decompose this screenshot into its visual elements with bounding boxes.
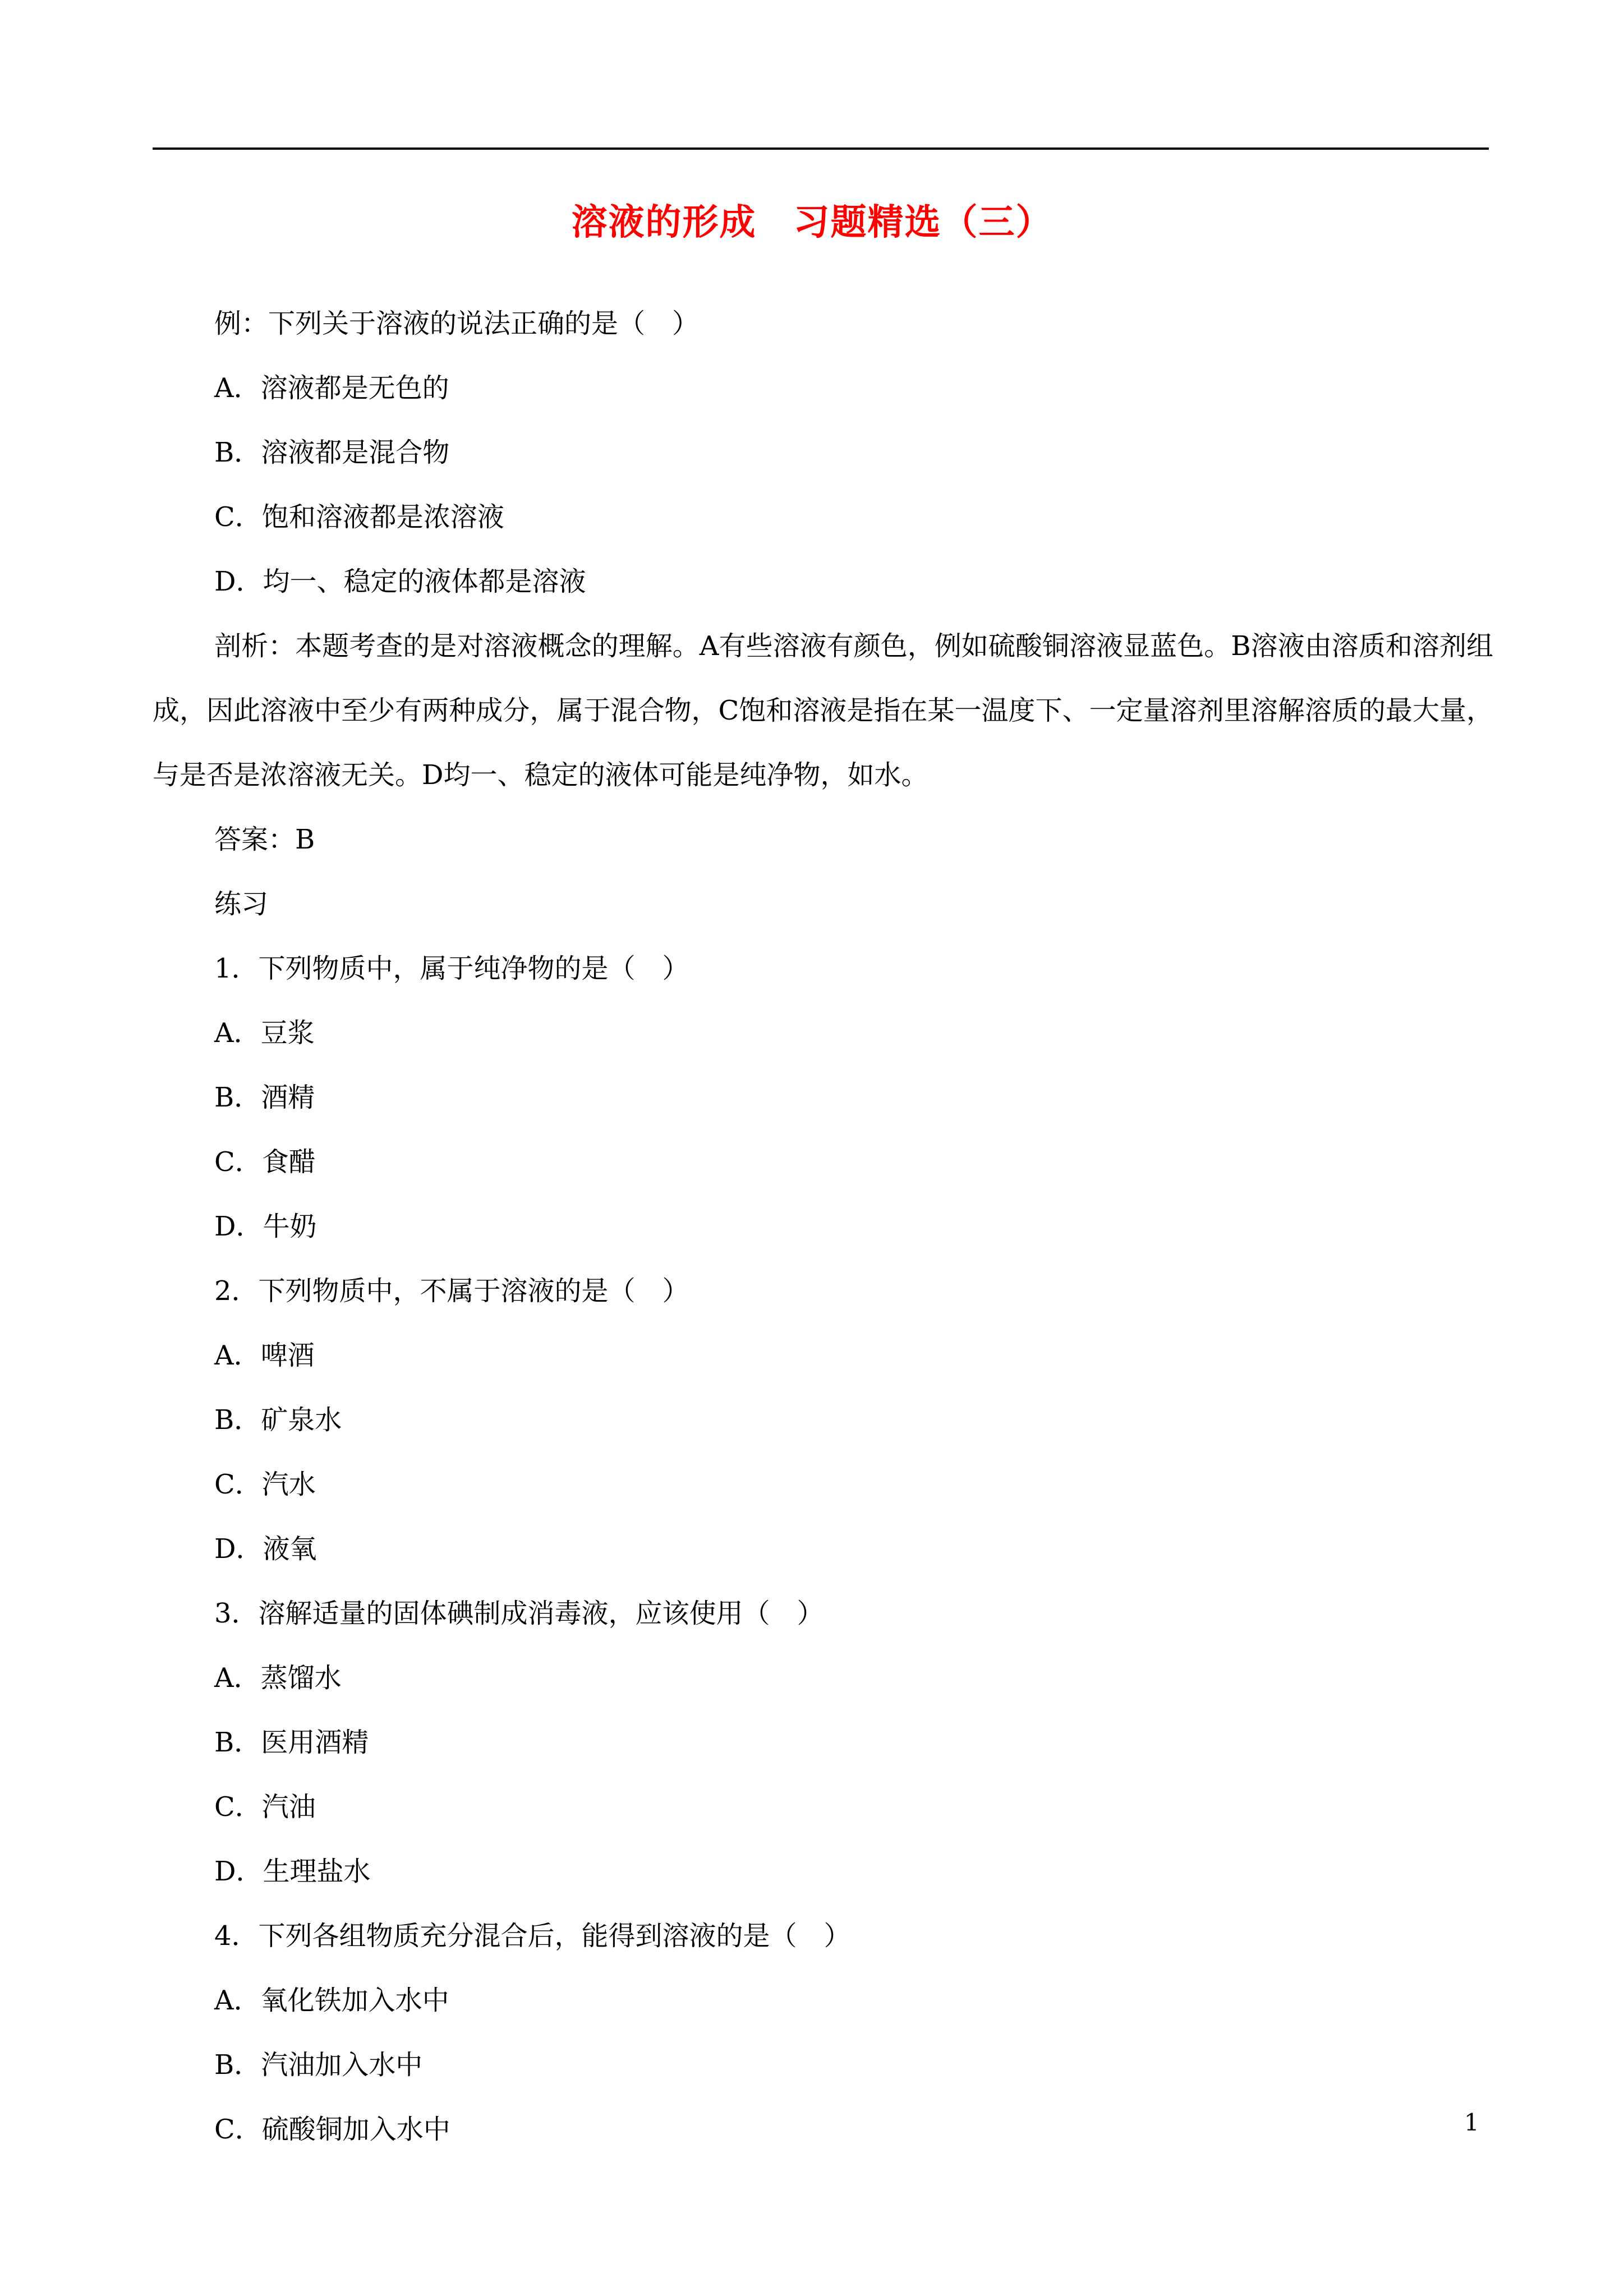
example-answer: 答案：B (214, 824, 315, 855)
question-1-option-d: D．牛奶 (214, 1211, 317, 1242)
question-2-stem: 2．下列物质中，不属于溶液的是（ ） (214, 1275, 689, 1307)
example-question: 例：下列关于溶液的说法正确的是（ ） (214, 308, 700, 339)
question-3-option-d: D．生理盐水 (214, 1856, 371, 1887)
question-3-option-c: C．汽油 (214, 1791, 316, 1823)
question-3-option-a: A．蒸馏水 (214, 1662, 342, 1694)
document-title: 溶液的形成 习题精选（三） (571, 201, 1053, 243)
practice-heading: 练习 (214, 888, 269, 920)
example-option-b: B．溶液都是混合物 (214, 437, 450, 468)
question-1-stem: 1．下列物质中，属于纯净物的是（ ） (214, 953, 689, 984)
question-2-option-b: B．矿泉水 (214, 1404, 342, 1436)
question-2-option-d: D．液氧 (214, 1533, 317, 1565)
question-2-option-a: A．啤酒 (214, 1340, 315, 1371)
question-1-option-a: A．豆浆 (214, 1017, 315, 1049)
question-1-option-b: B．酒精 (214, 1082, 315, 1113)
question-3-stem: 3．溶解适量的固体碘制成消毒液，应该使用（ ） (214, 1598, 824, 1629)
page-number: 1 (1464, 2109, 1479, 2136)
example-analysis: 剖析：本题考查的是对溶液概念的理解。A有些溶液有颜色，例如硫酸铜溶液显蓝色。B溶液由溶质和溶剂组成，因此溶液中至少有两种成分，属于混合物，C饱和溶液是指在某一温度下、一定量溶剂里溶解溶质的最大量，与是否是浓溶液无关。D均一、稳定的液体可能是纯净物，如水。 (153, 630, 1493, 791)
example-option-d: D．均一、稳定的液体都是溶液 (214, 566, 586, 597)
question-4-stem: 4．下列各组物质充分混合后，能得到溶液的是（ ） (214, 1920, 851, 1952)
document-body (153, 292, 1493, 2162)
question-1-option-c: C．食醋 (214, 1146, 316, 1178)
example-option-c: C．饱和溶液都是浓溶液 (214, 501, 504, 533)
question-4-option-a: A．氧化铁加入水中 (214, 1985, 449, 2016)
question-4-option-b: B．汽油加入水中 (214, 2049, 423, 2081)
question-2-option-c: C．汽水 (214, 1469, 316, 1500)
question-3-option-b: B．医用酒精 (214, 1727, 369, 1758)
header-rule (153, 147, 1489, 150)
example-option-a: A．溶液都是无色的 (214, 372, 449, 404)
question-4-option-c: C．硫酸铜加入水中 (214, 2114, 450, 2145)
